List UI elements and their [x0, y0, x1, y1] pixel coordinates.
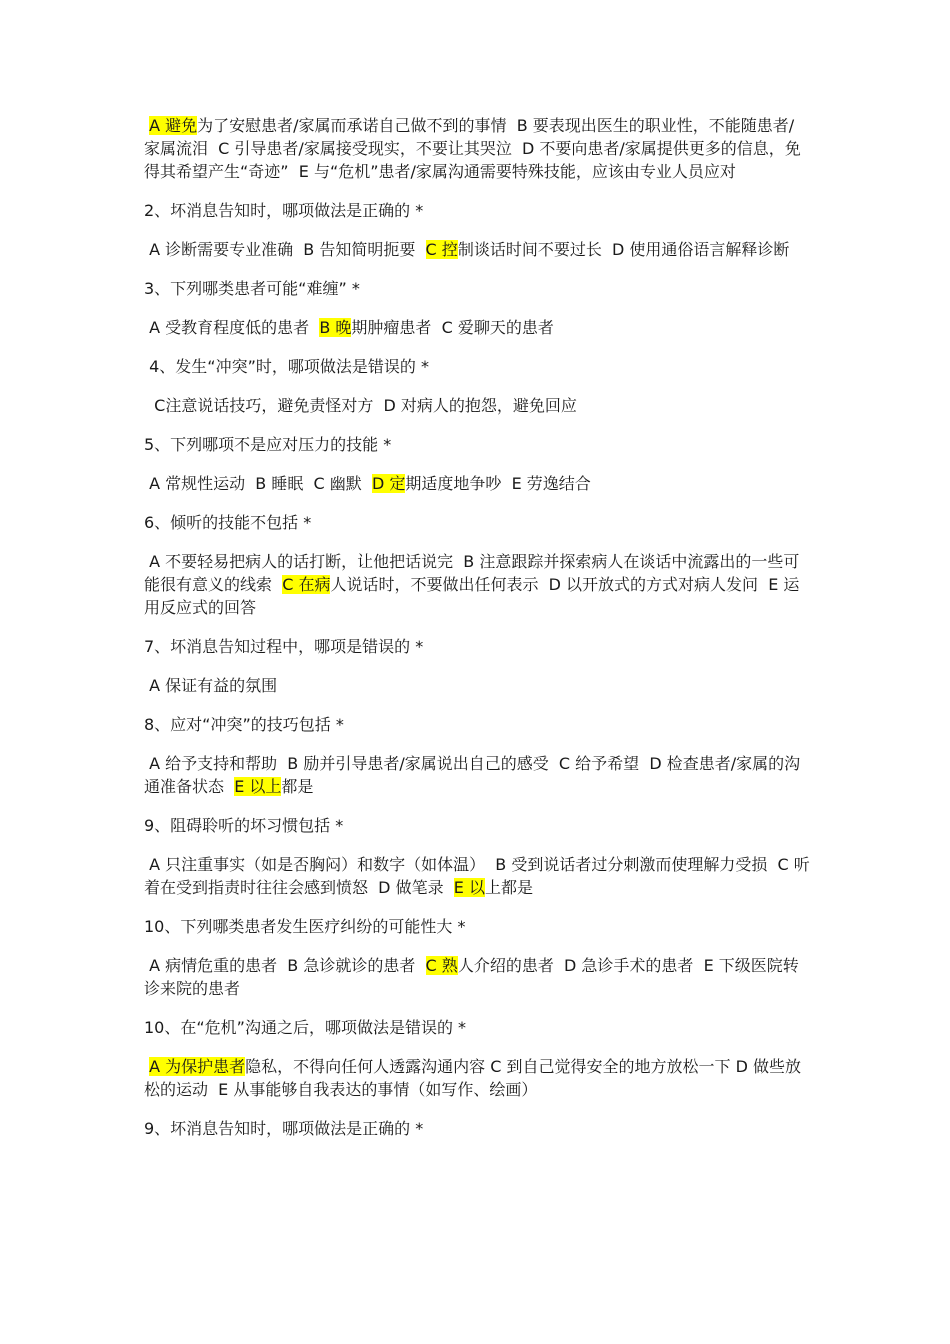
- text-segment: 隐私，不得向任何人透露沟通内容 C 到自己觉得安全的地方放松一下 D 做些放松的运动 E 从事能够自我表达的事情（如写作、绘画）: [144, 1057, 801, 1099]
- text-segment: 10、在“危机”沟通之后，哪项做法是错误的 *: [144, 1018, 467, 1037]
- answer-options: [144, 316, 810, 339]
- text-segment: A 不要轻易把病人的话打断，让他把话说完 B 注意跟踪并探索病人在谈话中流露出的一些可能很有意义的线索: [144, 552, 800, 594]
- question-text: [144, 199, 810, 222]
- text-segment: C注意说话技巧，避免责怪对方 D 对病人的抱怨，避免回应: [144, 396, 577, 415]
- text-segment: 3、下列哪类患者可能“难缠” *: [144, 279, 360, 298]
- text-segment: 8、应对“冲突”的技巧包括 *: [144, 715, 344, 734]
- question-text: [144, 814, 810, 837]
- answer-options: [144, 954, 810, 1000]
- answer-options: [144, 238, 810, 261]
- question-text: [144, 713, 810, 736]
- text-segment: A 只注重事实（如是否胸闷）和数字（如体温） B 受到说话者过分刺激而使理解力受损 C 听着在受到指责时往往会感到愤怒 D 做笔录: [144, 855, 810, 897]
- question-text: [144, 635, 810, 658]
- answer-options: [144, 114, 810, 183]
- highlighted-answer: D 定: [371, 474, 406, 493]
- text-segment: 9、阻碍聆听的坏习惯包括 *: [144, 816, 344, 835]
- question-text: [144, 277, 810, 300]
- highlighted-answer: A 为保护患者: [149, 1057, 246, 1076]
- text-segment: A 病情危重的患者 B 急诊就诊的患者: [144, 956, 426, 975]
- highlighted-answer: C 控: [425, 240, 458, 259]
- question-text: [144, 915, 810, 938]
- highlighted-answer: E 以上: [234, 777, 282, 796]
- text-segment: 9、坏消息告知时，哪项做法是正确的 *: [144, 1119, 424, 1138]
- text-segment: A 诊断需要专业准确 B 告知简明扼要: [144, 240, 426, 259]
- answer-options: [144, 394, 810, 417]
- text-segment: 6、倾听的技能不包括 *: [144, 513, 312, 532]
- highlighted-answer: A 避免: [149, 116, 198, 135]
- text-segment: 5、下列哪项不是应对压力的技能 *: [144, 435, 392, 454]
- answer-options: [144, 472, 810, 495]
- text-segment: A 保证有益的氛围: [144, 676, 278, 695]
- text-segment: A 受教育程度低的患者: [144, 318, 320, 337]
- highlighted-answer: C 在病: [282, 575, 331, 594]
- question-text: [144, 355, 810, 378]
- question-text: [144, 511, 810, 534]
- answer-options: [144, 674, 810, 697]
- text-segment: 7、坏消息告知过程中，哪项是错误的 *: [144, 637, 424, 656]
- highlighted-answer: B 晚: [319, 318, 352, 337]
- text-segment: 期适度地争吵 E 劳逸结合: [405, 474, 591, 493]
- text-segment: 10、下列哪类患者发生医疗纠纷的可能性大 *: [144, 917, 466, 936]
- text-segment: 都是: [281, 777, 314, 796]
- text-segment: 上都是: [484, 878, 533, 897]
- text-segment: A 常规性运动 B 睡眠 C 幽默: [144, 474, 372, 493]
- question-text: [144, 433, 810, 456]
- answer-options: [144, 550, 810, 619]
- answer-options: [144, 1055, 810, 1101]
- text-segment: 2、坏消息告知时，哪项做法是正确的 *: [144, 201, 424, 220]
- answer-options: [144, 853, 810, 899]
- question-text: [144, 1016, 810, 1039]
- highlighted-answer: E 以: [453, 878, 485, 897]
- text-segment: 为了安慰患者/家属而承诺自己做不到的事情 B 要表现出医生的职业性，不能随患者/家属流泪 C 引导患者/家属接受现实，不要让其哭泣 D 不要向患者/家属提供更多的信息，免得其希望产生“奇迹” E 与“危机”患者/家属沟通需要特殊技能，应该由专业人员应对: [144, 116, 801, 181]
- text-segment: 人介绍的患者 D 急诊手术的患者 E 下级医院转诊来院的患者: [144, 956, 799, 998]
- document-page: [144, 114, 810, 1156]
- question-text: [144, 1117, 810, 1140]
- text-segment: 人说话时，不要做出任何表示 D 以开放式的方式对病人发问 E 运用反应式的回答: [144, 575, 800, 617]
- text-segment: 制谈话时间不要过长 D 使用通俗语言解释诊断: [457, 240, 790, 259]
- text-segment: 期肿瘤患者 C 爱聊天的患者: [351, 318, 554, 337]
- highlighted-answer: C 熟: [425, 956, 458, 975]
- answer-options: [144, 752, 810, 798]
- text-segment: A 给予支持和帮助 B 励并引导患者/家属说出自己的感受 C 给予希望 D 检查患者/家属的沟通准备状态: [144, 754, 801, 796]
- text-segment: 4、发生“冲突”时，哪项做法是错误的 *: [144, 357, 429, 376]
